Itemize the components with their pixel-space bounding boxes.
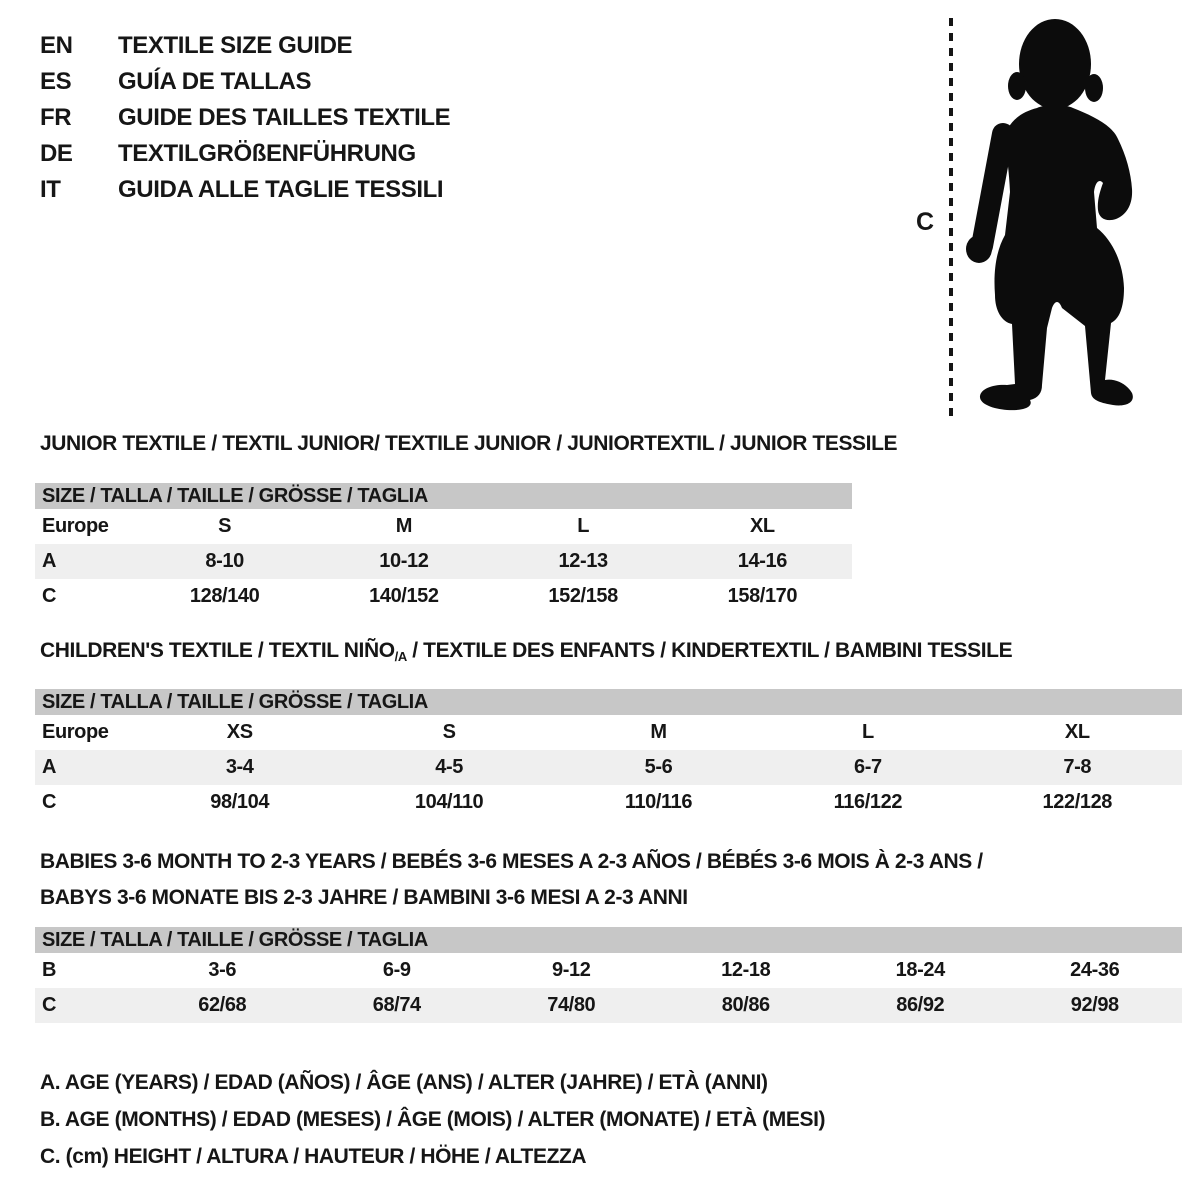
legend-footnotes xyxy=(40,1064,825,1175)
size-value-cell: 128/140 xyxy=(189,585,260,607)
table-row xyxy=(35,988,1182,1023)
size-value-cell: 3-6 xyxy=(208,959,237,981)
size-value-cell: 14-16 xyxy=(673,544,852,579)
size-value-cell: 62/68 xyxy=(135,988,310,1023)
size-value-cell: 18-24 xyxy=(895,959,945,981)
size-header-row xyxy=(35,483,852,509)
size-value-cell: 10-12 xyxy=(314,544,493,579)
size-header-row xyxy=(35,927,1182,953)
row-label: B xyxy=(42,959,57,981)
footnote-age-months: B. AGE (MONTHS) / EDAD (MESES) / ÂGE (MOIS) / ALTER (MONATE) / ETÀ (MESI) xyxy=(40,1108,826,1131)
babies-title-line2: BABYS 3-6 MONATE BIS 2-3 JAHRE / BAMBINI 3-6 MESI A 2-3 ANNI xyxy=(40,886,688,909)
guide-title: TEXTILE SIZE GUIDE xyxy=(118,32,353,59)
table-row xyxy=(35,544,852,579)
language-row xyxy=(40,100,450,136)
size-value-cell: M xyxy=(650,721,667,743)
table-row xyxy=(35,579,852,614)
guide-title: TEXTILGRÖßENFÜHRUNG xyxy=(118,140,416,167)
size-value-cell: 98/104 xyxy=(210,791,270,813)
size-value-cell: 92/98 xyxy=(1008,988,1183,1023)
children-title-text: / TEXTILE DES ENFANTS / KINDERTEXTIL / BAMBINI TESSILE xyxy=(406,639,1013,662)
size-value-cell: XL xyxy=(1064,721,1090,743)
babies-title-line1: BABIES 3-6 MONTH TO 2-3 YEARS / BEBÉS 3-6 MESES A 2-3 AÑOS / BÉBÉS 3-6 MOIS À 2-3 ANS / xyxy=(40,850,983,873)
row-label: Europe xyxy=(42,721,109,743)
size-value-cell: L xyxy=(861,721,874,743)
guide-title: GUIDA ALLE TAGLIE TESSILI xyxy=(118,176,444,203)
size-value-cell: 6-7 xyxy=(763,750,972,785)
size-header-bar: SIZE / TALLA / TAILLE / GRÖSSE / TAGLIA xyxy=(35,927,1182,953)
language-row xyxy=(40,28,450,64)
language-code: EN xyxy=(40,32,73,59)
size-value-cell: 9-12 xyxy=(552,959,591,981)
children-section-title xyxy=(40,639,1012,663)
children-size-table xyxy=(35,689,1182,820)
toddler-silhouette xyxy=(955,12,1145,412)
row-label: Europe xyxy=(42,515,109,537)
size-value-cell: 8-10 xyxy=(135,544,314,579)
size-value-cell: 158/170 xyxy=(727,585,798,607)
size-value-cell: 3-4 xyxy=(135,750,344,785)
language-row xyxy=(40,64,450,100)
junior-section-title: JUNIOR TEXTILE / TEXTIL JUNIOR/ TEXTILE JUNIOR / JUNIORTEXTIL / JUNIOR TESSILE xyxy=(40,432,898,455)
table-row xyxy=(35,785,1182,820)
table-row xyxy=(35,750,1182,785)
footnote-height-cm: C. (cm) HEIGHT / ALTURA / HAUTEUR / HÖHE / ALTEZZA xyxy=(40,1145,587,1168)
size-value-cell: 24-36 xyxy=(1070,959,1120,981)
language-row xyxy=(40,172,450,208)
language-code: ES xyxy=(40,68,72,95)
row-label: A xyxy=(35,750,135,785)
size-value-cell: 110/116 xyxy=(624,791,693,813)
size-value-cell: XL xyxy=(749,515,775,537)
size-value-cell: 4-5 xyxy=(344,750,553,785)
language-code: IT xyxy=(40,176,61,203)
size-value-cell: 68/74 xyxy=(310,988,485,1023)
size-value-cell: S xyxy=(442,721,456,743)
children-title-subscript: /A xyxy=(394,649,407,664)
babies-size-table xyxy=(35,927,1182,1023)
size-value-cell: 7-8 xyxy=(973,750,1182,785)
size-header-bar: SIZE / TALLA / TAILLE / GRÖSSE / TAGLIA xyxy=(35,689,1182,715)
language-code: FR xyxy=(40,104,72,131)
size-value-cell: 140/152 xyxy=(369,585,439,607)
row-label: C xyxy=(42,585,57,607)
guide-title: GUÍA DE TALLAS xyxy=(118,68,312,95)
junior-size-table xyxy=(35,483,852,614)
size-value-cell: 122/128 xyxy=(1042,791,1113,813)
size-value-cell: L xyxy=(577,515,590,537)
size-value-cell: 74/80 xyxy=(484,988,659,1023)
children-title-text: CHILDREN'S TEXTILE / TEXTIL NIÑO xyxy=(40,639,395,662)
row-label: C xyxy=(35,988,135,1023)
size-value-cell: 104/110 xyxy=(414,791,484,813)
language-row xyxy=(40,136,450,172)
size-header-row xyxy=(35,689,1182,715)
size-value-cell: 12-18 xyxy=(721,959,771,981)
size-value-cell: S xyxy=(218,515,232,537)
size-value-cell: XS xyxy=(226,721,253,743)
size-value-cell: 12-13 xyxy=(494,544,673,579)
height-measure-label: C xyxy=(916,208,934,236)
row-label: A xyxy=(35,544,135,579)
size-value-cell: 86/92 xyxy=(833,988,1008,1023)
size-value-cell: 116/122 xyxy=(833,791,903,813)
size-header-bar: SIZE / TALLA / TAILLE / GRÖSSE / TAGLIA xyxy=(35,483,852,509)
footnote-age-years: A. AGE (YEARS) / EDAD (AÑOS) / ÂGE (ANS) / ALTER (JAHRE) / ETÀ (ANNI) xyxy=(40,1071,768,1094)
size-value-cell: M xyxy=(395,515,412,537)
row-label: C xyxy=(42,791,57,813)
table-row xyxy=(35,715,1182,750)
guide-title: GUIDE DES TAILLES TEXTILE xyxy=(118,104,451,131)
babies-section-title xyxy=(40,844,983,916)
size-value-cell: 5-6 xyxy=(554,750,763,785)
size-value-cell: 152/158 xyxy=(548,585,618,607)
size-value-cell: 6-9 xyxy=(382,959,411,981)
language-title-block xyxy=(40,28,450,208)
table-row xyxy=(35,953,1182,988)
language-code: DE xyxy=(40,140,73,167)
table-row xyxy=(35,509,852,544)
size-value-cell: 80/86 xyxy=(659,988,834,1023)
height-measure-dashed-line xyxy=(949,18,953,416)
